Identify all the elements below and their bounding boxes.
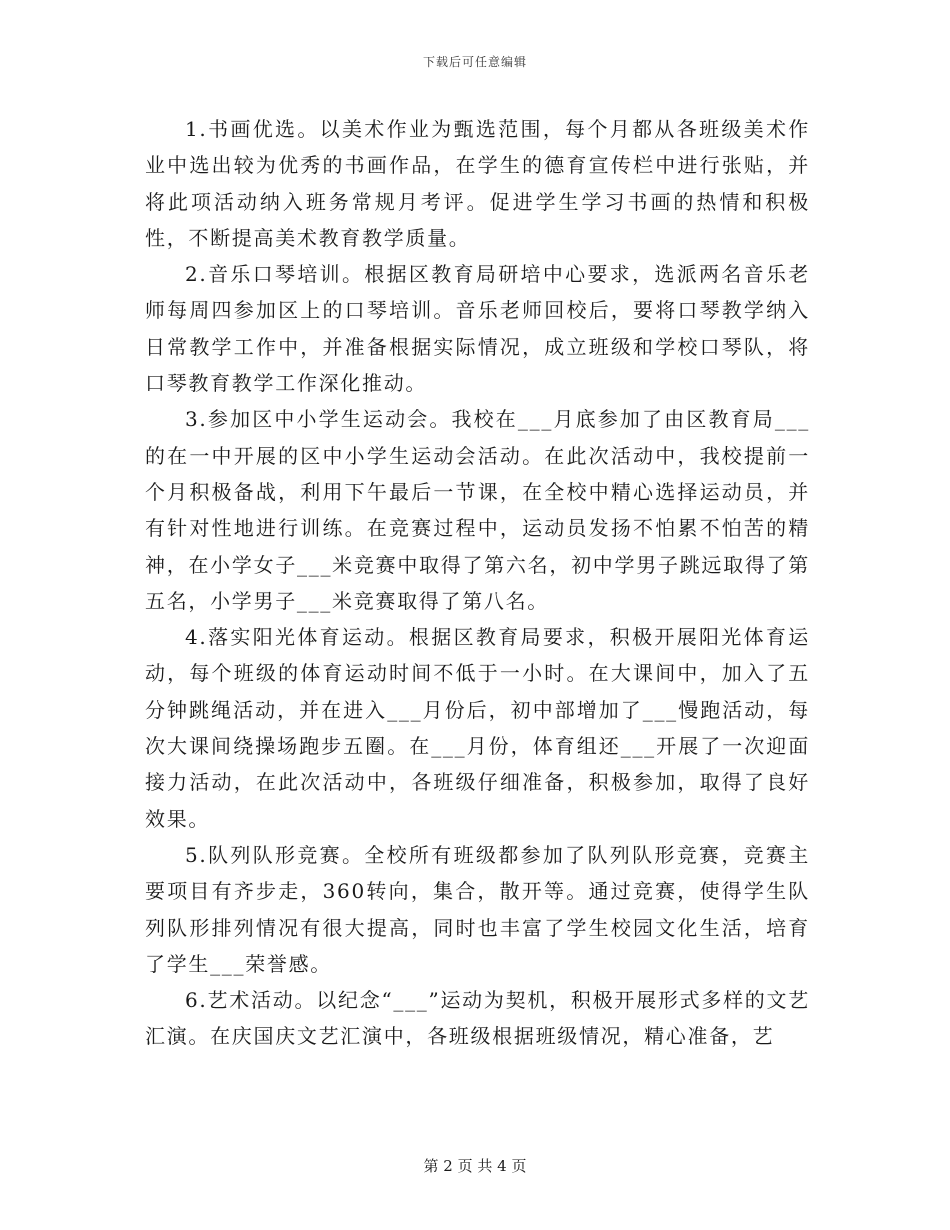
paragraph-calligraphy-painting: 1.书画优选。以美术作业为甄选范围，每个月都从各班级美术作业中选出较为优秀的书画作品，在学生的德育宣传栏中进行张贴，并将此项活动纳入班务常规月考评。促进学生学习书画的热情和积极性，不断提高美术教育教学质量。 xyxy=(145,117,810,250)
page-indicator: 第 2 页 共 4 页 xyxy=(423,1157,527,1175)
paragraph-art-activities: 6.艺术活动。以纪念“___”运动为契机，积极开展形式多样的文艺汇演。在庆国庆文艺汇演中，各班级根据班级情况，精心准备，艺 xyxy=(145,988,810,1049)
paragraph-formation-contest: 5.队列队形竞赛。全校所有班级都参加了队列队形竞赛，竞赛主要项目有齐步走，360转向，集合，散开等。通过竞赛，使得学生队列队形排列情况有很大提高，同时也丰富了学生校园文化生活，培育了学生___荣誉感。 xyxy=(145,842,810,976)
header-note: 下载后可任意编辑 xyxy=(422,55,527,69)
paragraph-sunshine-sports: 4.落实阳光体育运动。根据区教育局要求，积极开展阳光体育运动，每个班级的体育运动时间不低于一小时。在大课间中，加入了五分钟跳绳活动，并在进入___月份后，初中部增加了___慢跑活动，每次大课间绕操场跑步五圈。在___月份，体育组还___开展了一次迎面接力活动，在此次活动中，各班级仔细准备，积极参加，取得了良好效果。 xyxy=(145,625,810,831)
document-body xyxy=(145,111,810,1055)
paragraph-sports-meet: 3.参加区中小学生运动会。我校在___月底参加了由区教育局___的在一中开展的区中小学生运动会活动。在此次活动中，我校提前一个月积极备战，利用下午最后一节课，在全校中精心选择运动员，并有针对性地进行训练。在竞赛过程中，运动员发扬不怕累不怕苦的精神，在小学女子___米竞赛中取得了第六名，初中学男子跳远取得了第五名，小学男子___米竞赛取得了第八名。 xyxy=(145,407,810,613)
paragraph-harmonica-training: 2.音乐口琴培训。根据区教育局研培中心要求，选派两名音乐老师每周四参加区上的口琴培训。音乐老师回校后，要将口琴教学纳入日常教学工作中，并准备根据实际情况，成立班级和学校口琴队，将口琴教育教学工作深化推动。 xyxy=(145,262,810,396)
